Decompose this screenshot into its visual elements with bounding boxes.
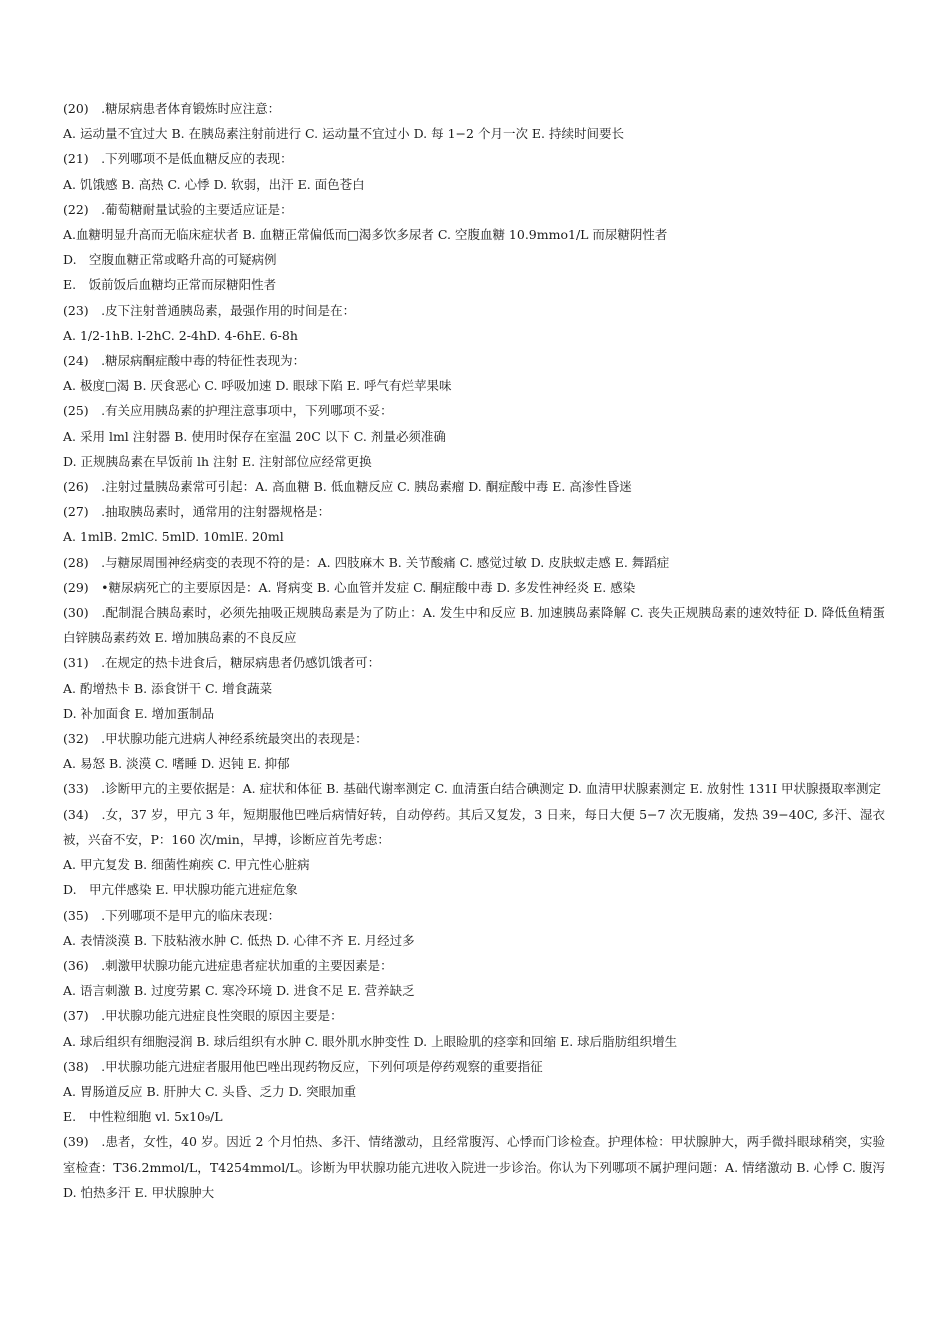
question-35: (35) .下列哪项不是甲亢的临床表现：: [63, 907, 281, 923]
question-24: (24) .糖尿病酮症酸中毒的特征性表现为：: [63, 353, 306, 369]
options-31-de: D. 补加面食 E. 增加蛋制品: [63, 705, 215, 721]
options-34-abc: A. 甲亢复发 B. 细菌性痢疾 C. 甲亢性心脏病: [63, 857, 310, 873]
options-35: A. 表情淡漠 B. 下肢粘液水肿 C. 低热 D. 心律不齐 E. 月经过多: [63, 932, 415, 948]
question-34: (34) .女，37 岁，甲亢 3 年，短期服他巴唑后病情好转，自动停药。其后又复发，3 日来，每日大便 5−7 次无腹痛，发热 39−40C, 多汗、湿衣被，兴奋不安，P：160 次/min，早搏，诊断应首先考虑：: [63, 806, 885, 847]
options-22-d: D. 空腹血糖正常或略升高的可疑病例: [63, 252, 277, 268]
question-39: (39) .患者，女性，40 岁。因近 2 个月怕热、多汗、情绪激动，且经常腹泻、心悸而门诊检查。护理体检：甲状腺肿大，两手微抖眼球稍突，实验室检查：T36.2mmol/L，T4254mmol/L。诊断为甲状腺功能亢进收入院进一步诊治。你认为下列哪项不属护理问题：A. 情绪激动 B. 心悸 C. 腹泻 D. 怕热多汗 E. 甲状腺肿大: [63, 1134, 885, 1200]
options-25-abc: A. 采用 lml 注射器 B. 使用时保存在室温 20C 以下 C. 剂量必须准确: [63, 428, 446, 444]
options-31-abc: A. 酌增热卡 B. 添食饼干 C. 增食蔬菜: [63, 680, 273, 696]
options-37: A. 球后组织有细胞浸润 B. 球后组织有水肿 C. 眼外肌水肿变性 D. 上眼睑肌的痉挛和回缩 E. 球后脂肪组织增生: [63, 1033, 678, 1049]
options-27: A. 1mlB. 2mlC. 5mlD. 10mlE. 20ml: [63, 529, 284, 545]
question-21: (21) .下列哪项不是低血糖反应的表现：: [63, 151, 293, 167]
question-38: (38) .甲状腺功能亢进症者服用他巴唑出现药物反应，下列何项是停药观察的重要指征: [63, 1058, 543, 1074]
options-22-abc: A.血糖明显升高而无临床症状者 B. 血糖正常偏低而□渴多饮多尿者 C. 空腹血糖 10.9mmo1/L 而尿糖阴性者: [63, 227, 668, 243]
options-32: A. 易怒 B. 淡漠 C. 嗜睡 D. 迟钝 E. 抑郁: [63, 756, 290, 772]
question-29: (29) •糖尿病死亡的主要原因是：A. 肾病变 B. 心血管并发症 C. 酮症酸中毒 D. 多发性神经炎 E. 感染: [63, 579, 636, 595]
options-24: A. 极度□渴 B. 厌食恶心 C. 呼吸加速 D. 眼球下陷 E. 呼气有烂苹果味: [63, 378, 452, 394]
options-25-de: D. 正规胰岛素在早饭前 lh 注射 E. 注射部位应经常更换: [63, 453, 372, 469]
question-23: (23) .皮下注射普通胰岛素，最强作用的时间是在：: [63, 302, 356, 318]
question-25: (25) .有关应用胰岛素的护理注意事项中，下列哪项不妥：: [63, 403, 393, 419]
question-37: (37) .甲状腺功能亢进症良性突眼的原因主要是：: [63, 1008, 343, 1024]
options-36: A. 语言刺激 B. 过度劳累 C. 寒冷环境 D. 进食不足 E. 营养缺乏: [63, 983, 415, 999]
question-30: (30) .配制混合胰岛素时，必须先抽吸正规胰岛素是为了防止：A. 发生中和反应 B. 加速胰岛素降解 C. 丧失正规胰岛素的速效特征 D. 降低鱼精蛋白锌胰岛素药效 E. 增加胰岛素的不良反应: [63, 605, 885, 646]
question-32: (32) .甲状腺功能亢进病人神经系统最突出的表现是：: [63, 731, 368, 747]
question-22: (22) .葡萄糖耐量试验的主要适应证是：: [63, 201, 293, 217]
options-38-e: E. 中性粒细胞 vl. 5x10₉/L: [63, 1109, 223, 1125]
question-28: (28) .与糖尿周围神经病变的表现不符的是：A. 四肢麻木 B. 关节酸痛 C. 感觉过敏 D. 皮肤蚁走感 E. 舞蹈症: [63, 554, 670, 570]
question-33: (33) .诊断甲亢的主要依据是：A. 症状和体征 B. 基础代谢率测定 C. 血清蛋白结合碘测定 D. 血清甲状腺素测定 E. 放射性 131I 甲状腺摄取率测定: [63, 781, 882, 797]
options-22-e: E. 饭前饭后血糖均正常而尿糖阳性者: [63, 277, 277, 293]
document-body: [63, 96, 885, 1205]
options-34-de: D. 甲亢伴感染 E. 甲状腺功能亢进症危象: [63, 882, 298, 898]
question-36: (36) .刺激甲状腺功能亢进症患者症状加重的主要因素是：: [63, 957, 393, 973]
question-20: (20) .糖尿病患者体育锻炼时应注意：: [63, 101, 281, 116]
options-21: A. 饥饿感 B. 高热 C. 心悸 D. 软弱，出汗 E. 面色苍白: [63, 176, 365, 192]
question-31: (31) .在规定的热卡进食后，糖尿病患者仍感饥饿者可：: [63, 655, 381, 671]
options-38-abcd: A. 胃肠道反应 B. 肝肿大 C. 头昏、乏力 D. 突眼加重: [63, 1083, 357, 1099]
options-23: A. 1/2-1hB. l-2hC. 2-4hD. 4-6hE. 6-8h: [63, 327, 298, 343]
question-27: (27) .抽取胰岛素时，通常用的注射器规格是：: [63, 504, 331, 520]
options-20: A. 运动量不宜过大 B. 在胰岛素注射前进行 C. 运动量不宜过小 D. 每 1−2 个月一次 E. 持续时间要长: [63, 126, 624, 142]
question-26: (26) .注射过量胰岛素常可引起：A. 高血糖 B. 低血糖反应 C. 胰岛素瘤 D. 酮症酸中毒 E. 高渗性昏迷: [63, 479, 632, 495]
